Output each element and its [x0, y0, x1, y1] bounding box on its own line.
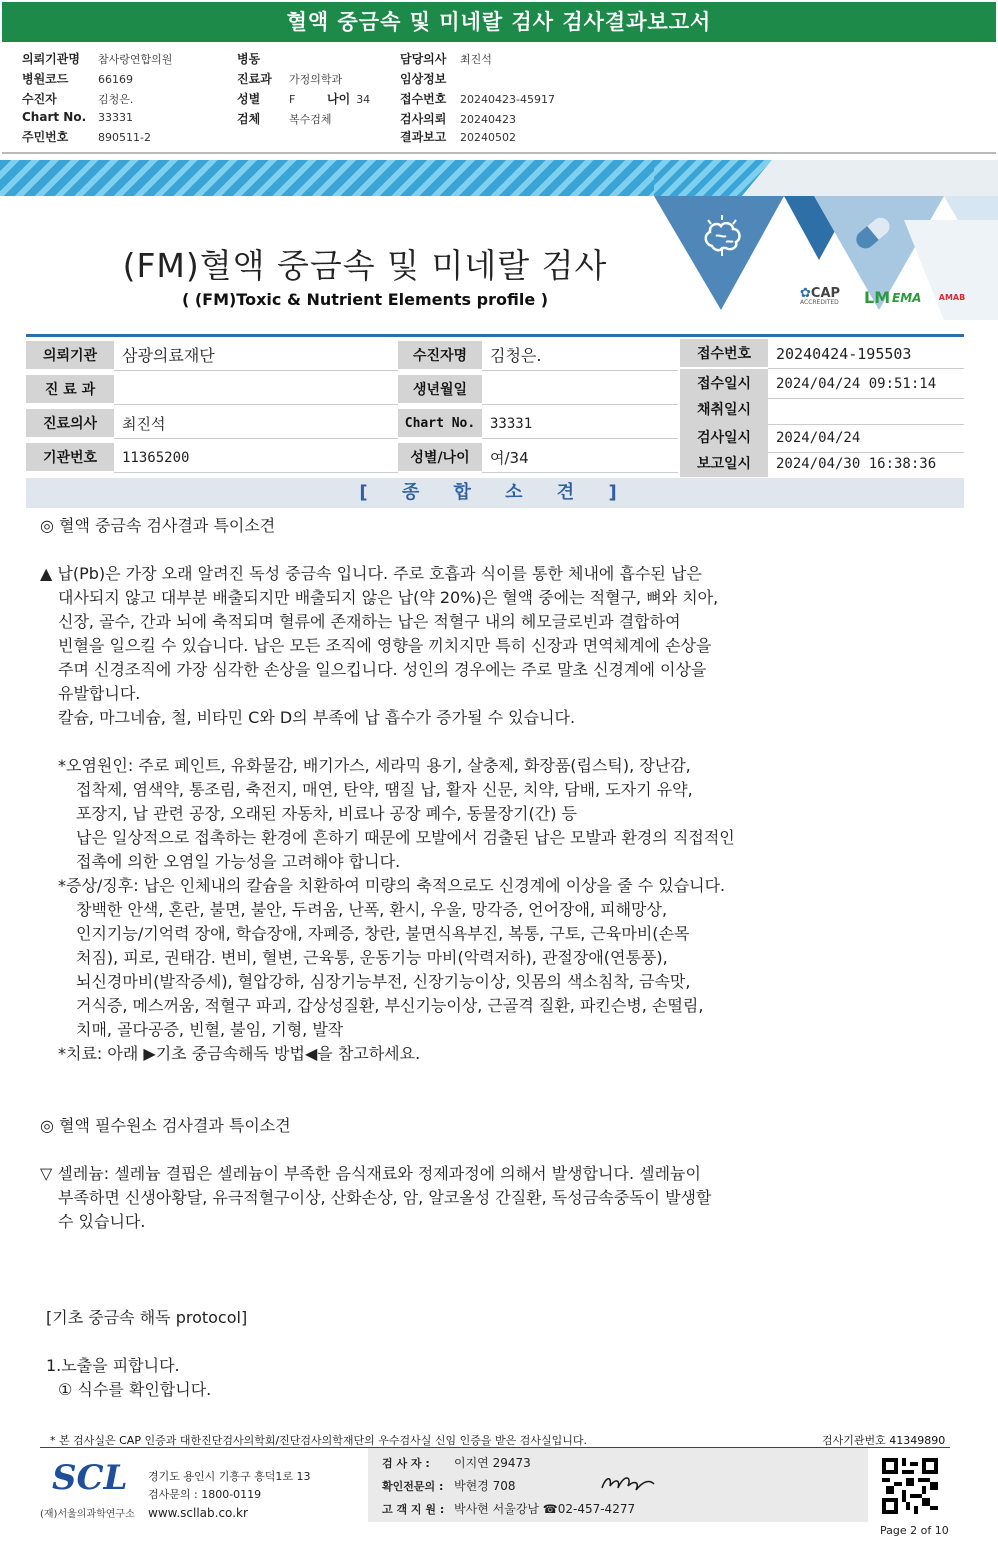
page-title: (FM)혈액 중금속 및 미네랄 검사	[122, 246, 608, 285]
value-sex-age: 여/34	[482, 443, 678, 473]
value-patient-name: 김청은.	[482, 341, 678, 371]
section-title-heavy-metal: ◎ 혈액 중금속 검사결과 특이소견	[40, 516, 276, 535]
cause-line: *오염원인: 주로 페인트, 유화물감, 배기가스, 세라믹 용기, 살충제, 화장품(립스틱), 장난감,	[58, 756, 691, 775]
page-subtitle: ( (FM)Toxic & Nutrient Elements profile )	[181, 290, 549, 309]
cause-line: 접촉에 의한 오염일 가능성을 고려해야 합니다.	[76, 852, 401, 871]
header-field-doctor: 담당의사 최진석	[400, 52, 492, 66]
value-collection-time	[768, 395, 964, 425]
label-sex-age: 성별/나이	[398, 443, 482, 473]
symptom-line: *증상/징후: 납은 인체내의 칼슘을 치환하여 미량의 축적으로도 신경계에 이상을 줄 수 있습니다.	[58, 876, 726, 895]
symptom-line: 치매, 골다공증, 빈혈, 불임, 기형, 발작	[76, 1020, 344, 1039]
qr-code-icon	[882, 1458, 938, 1514]
lead-paragraph-line: 칼슘, 마그네슘, 철, 비타민 C와 D의 부족에 납 흡수가 증가될 수 있습니다.	[58, 708, 576, 727]
label-patient-name: 수진자명	[398, 341, 482, 371]
header-field-specimen: 검체 복수검체	[237, 112, 332, 126]
selenium-line: ▽ 셀레늄: 셀레늄 결핍은 셀레늄이 부족한 음식재료와 정제과정에 의해서 발생합니다. 셀레늄이	[40, 1164, 701, 1183]
value-institution-no: 11365200	[114, 443, 398, 473]
lead-paragraph-line: 빈혈을 일으킬 수 있습니다. 납은 모든 조직에 영향을 끼치지만 특히 신장과 면역체계에 손상을	[58, 636, 712, 655]
protocol-title: [기초 중금속 해독 protocol]	[46, 1308, 248, 1327]
protocol-substep: ① 식수를 확인합니다.	[58, 1380, 212, 1399]
header-field-reception-no: 접수번호 20240423-45917	[400, 92, 555, 106]
value-birthdate	[482, 375, 678, 405]
header-field-hospital-code: 병원코드 66169	[22, 72, 133, 86]
label-doctor: 진료의사	[26, 409, 114, 439]
value-doctor: 최진석	[114, 409, 398, 439]
report-banner-title: 혈액 중금속 및 미네랄 검사 검사결과보고서	[2, 2, 996, 42]
value-department	[114, 375, 398, 405]
value-reception-no: 20240424-195503	[768, 339, 964, 369]
selenium-line: 수 있습니다.	[58, 1212, 146, 1231]
institution-code: 검사기관번호 41349890	[822, 1434, 946, 1447]
label-reception-time: 접수일시	[680, 369, 768, 399]
summary-heading: [ 종 합 소 견 ]	[26, 478, 964, 508]
lead-paragraph-line: ▲ 납(Pb)은 가장 오래 알려진 독성 중금속 입니다. 주로 호흡과 식이를 통한 체내에 흡수된 납은	[40, 564, 702, 583]
protocol-step: 1.노출을 피합니다.	[46, 1356, 180, 1375]
scl-logo: SCL	[52, 1458, 128, 1498]
header-field-age: 나이 34	[327, 92, 371, 106]
label-report-time: 보고일시	[680, 449, 768, 479]
patient-info-table	[26, 334, 964, 474]
symptom-line: 창백한 안색, 혼란, 불면, 불안, 두려움, 난폭, 환시, 우울, 망각증, 언어장애, 피해망상,	[76, 900, 668, 919]
header-field-sex: 성별 F	[237, 92, 296, 106]
summary-body	[40, 514, 940, 1402]
label-collection-time: 채취일시	[680, 395, 768, 425]
label-chart-no: Chart No.	[398, 409, 482, 439]
cause-line: 납은 일상적으로 접촉하는 환경에 흔하기 때문에 모발에서 검출된 납은 모발과 환경의 직접적인	[76, 828, 735, 847]
lab-website[interactable]: www.scllab.co.kr	[148, 1506, 248, 1520]
cap-logo: ✿CAP ACCREDITED	[800, 286, 841, 306]
header-field-clinical-info: 임상정보	[400, 72, 447, 86]
label-institution-no: 기관번호	[26, 443, 114, 473]
lead-paragraph-line: 유발합니다.	[58, 684, 141, 703]
selenium-line: 부족하면 신생아황달, 유극적혈구이상, 산화손상, 암, 알코올성 간질환, 독성금속중독이 발생할	[58, 1188, 712, 1207]
lab-phone: 검사문의 : 1800-0119	[148, 1488, 262, 1501]
lead-paragraph-line: 신장, 골수, 간과 뇌에 축적되며 혈류에 존재하는 납은 적혈구 내의 헤모글로빈과 결합하여	[58, 612, 681, 631]
value-chart-no: 33331	[482, 409, 678, 439]
section-title-essential-elements: ◎ 혈액 필수원소 검사결과 특이소견	[40, 1116, 291, 1135]
treatment-line: *치료: 아래 ▶기초 중금속해독 방법◀을 참고하세요.	[58, 1044, 421, 1063]
symptom-line: 거식증, 메스꺼움, 적혈구 파괴, 갑상성질환, 부신기능이상, 근골격 질환, 파킨슨병, 손떨림,	[76, 996, 704, 1015]
amab-logo: AMAB	[938, 293, 966, 302]
value-reception-time: 2024/04/24 09:51:14	[768, 369, 964, 399]
lm-logo: LM	[864, 288, 891, 307]
scl-logo-subtitle: (재)서울의과학연구소	[40, 1509, 135, 1520]
header-field-resident-no: 주민번호 890511-2	[22, 130, 151, 144]
label-department: 진 료 과	[26, 375, 114, 405]
certification-note: * 본 검사실은 CAP 인증과 대한진단검사의학회/진단검사의학재단의 우수검사실 신임 인증을 받은 검사실입니다.	[50, 1434, 588, 1447]
report-header-info	[2, 42, 996, 154]
lab-contact	[148, 1468, 311, 1522]
cause-line: 포장지, 납 관련 공장, 오래된 자동차, 비료나 공장 폐수, 동물장기(간) 등	[76, 804, 578, 823]
label-reception-no: 접수번호	[680, 339, 768, 369]
label-test-date: 검사일시	[680, 423, 768, 453]
capsule-icon	[848, 208, 898, 258]
value-report-time: 2024/04/30 16:38:36	[768, 449, 964, 479]
header-field-department: 진료과 가정의학과	[237, 72, 343, 86]
header-field-request-date: 검사의뢰 20240423	[400, 112, 516, 126]
staff-support: 고 객 지 원 : 박사현 서울강남 ☎02-457-4277	[382, 1502, 636, 1516]
value-test-date: 2024/04/24	[768, 423, 964, 453]
page-number: Page 2 of 10	[880, 1524, 949, 1537]
staff-specialist: 확인전문의 : 박현경 708	[382, 1479, 516, 1493]
lead-paragraph-line: 대사되지 않고 대부분 배출되지만 배출되지 않은 납(약 20%)은 혈액 중에는 적혈구, 뼈와 치아,	[58, 588, 719, 607]
symptom-line: 뇌신경마비(발작증세), 혈압강하, 심장기능부전, 신장기능이상, 잇몸의 색소침착, 금속맛,	[76, 972, 691, 991]
lead-paragraph-line: 주며 신경조직에 가장 심각한 손상을 일으킵니다. 성인의 경우에는 주로 말초 신경계에 이상을	[58, 660, 707, 679]
cause-line: 접착제, 염색약, 통조림, 축전지, 매연, 탄약, 땜질 납, 활자 신문, 치약, 담배, 도자기 유약,	[76, 780, 693, 799]
header-field-patient: 수진자 김청은.	[22, 92, 134, 106]
lab-address: 경기도 용인시 기흥구 흥덕1로 13	[148, 1470, 311, 1483]
header-field-ward: 병동	[237, 52, 261, 66]
value-institution: 삼광의료재단	[114, 341, 398, 371]
header-field-institution: 의뢰기관명 참사랑연합의원	[22, 52, 173, 66]
symptom-line: 인지기능/기억력 장애, 학습장애, 자폐증, 창란, 불면식욕부진, 복통, 구토, 근육마비(손목	[76, 924, 690, 943]
header-field-chart-no: Chart No. 33331	[22, 110, 133, 124]
symptom-line: 처짐), 피로, 권태감. 변비, 혈변, 근육통, 운동기능 마비(악력저하), 관절장애(연통풍),	[76, 948, 668, 967]
header-field-report-date: 결과보고 20240502	[400, 130, 516, 144]
signature-icon	[598, 1470, 658, 1496]
staff-tester: 검 사 자 : 이지연 29473	[382, 1456, 531, 1470]
ema-logo: EMA	[892, 291, 922, 305]
label-birthdate: 생년월일	[398, 375, 482, 405]
label-institution: 의뢰기관	[26, 341, 114, 371]
